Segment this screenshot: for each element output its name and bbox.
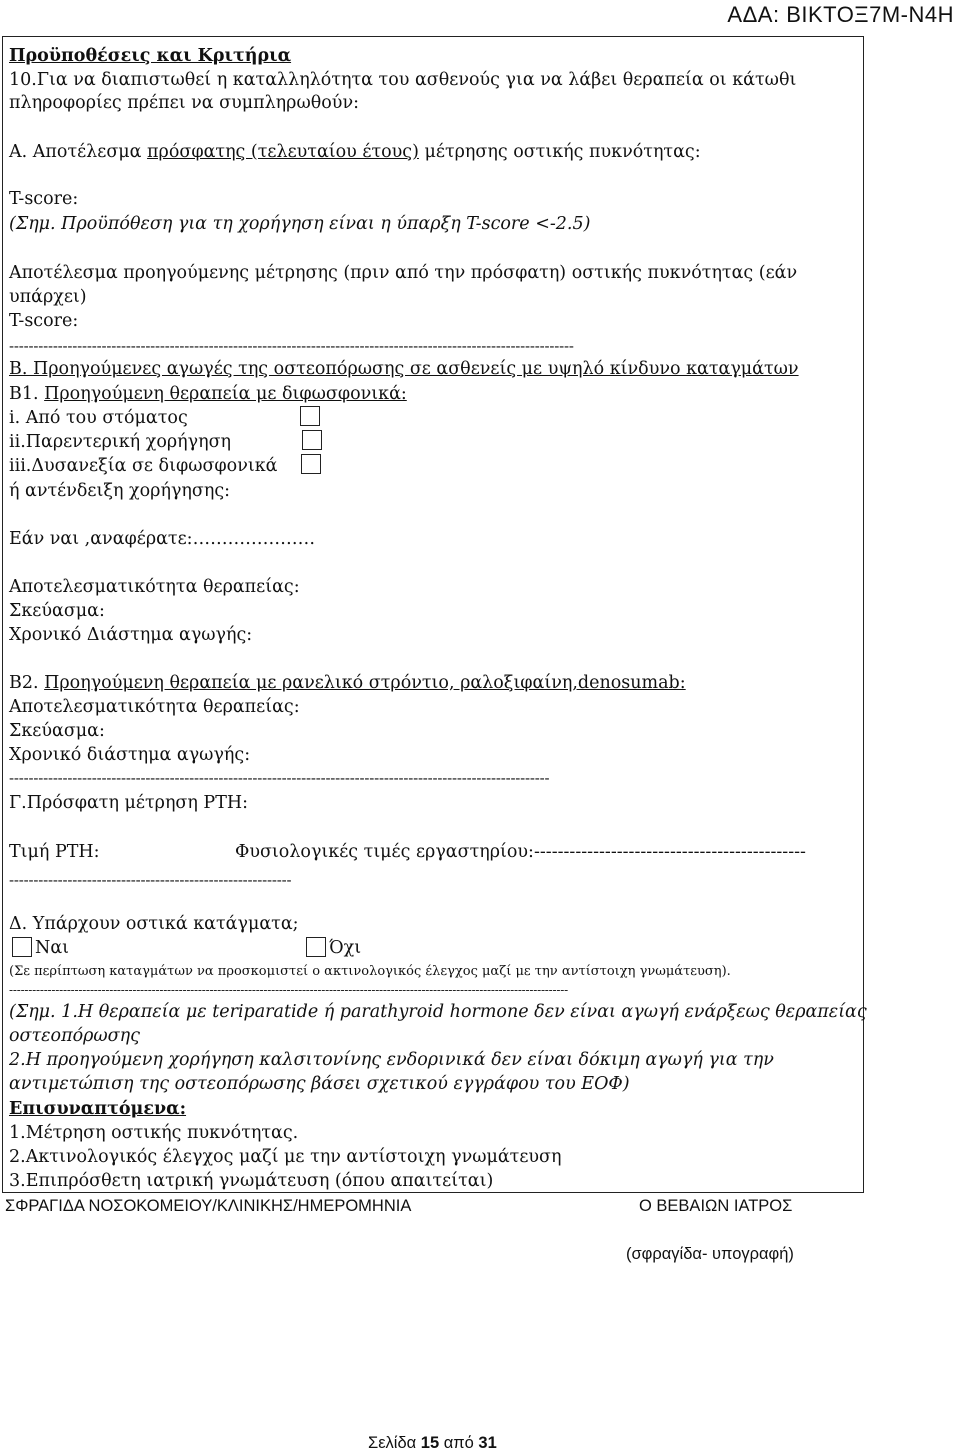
a-prev-line-1: Αποτέλεσμα προηγούμενης μέτρησης (πριν από την πρόσφατη) οστικής πυκνότητας (εάν	[9, 263, 798, 283]
b1-option-intolerance: iii.Δυσανεξία σε διφωσφονικά	[9, 456, 278, 476]
b1-product: Σκεύασμα:	[9, 601, 105, 621]
b1-option-parenteral: ii.Παρεντερική χορήγηση	[9, 432, 231, 452]
doctor-label: Ο ΒΕΒΑΙΩΝ ΙΑΤΡΟΣ	[639, 1197, 793, 1215]
attachment-item-2: 2.Ακτινολογικός έλεγχος μαζί με την αντίστοιχη γνωμάτευση	[9, 1147, 562, 1167]
separator-2: ---------------------------------------------------------------------------------------------------------------	[9, 770, 550, 786]
a-prev-line-2: υπάρχει)	[9, 287, 87, 307]
intro-line-1: 10.Για να διαπιστωθεί η καταλληλότητα του ασθενούς για να λάβει θεραπεία οι κάτωθι	[9, 70, 797, 90]
d-note: (Σε περίπτωση καταγμάτων να προσκομιστεί ο ακτινολογικός έλεγχος μαζί με την αντίστοιχη γνωμάτευση).	[9, 964, 731, 979]
checkbox-yes[interactable]	[12, 937, 32, 957]
b2-effectiveness: Αποτελεσματικότητα θεραπείας:	[9, 697, 300, 717]
attachment-item-3: 3.Επιπρόσθετη ιατρική γνωμάτευση (όπου απαιτείται)	[9, 1171, 494, 1191]
g-normal-values: Φυσιολογικές τιμές εργαστηρίου:----------------------------------------------	[235, 842, 806, 862]
stamp-label: ΣΦΡΑΓΙΔΑ ΝΟΣΟΚΟΜΕΙΟΥ/ΚΛΙΝΙΚΗΣ/ΗΜΕΡΟΜΗΝΙΑ	[5, 1197, 412, 1215]
a-title: Α. Αποτέλεσμα πρόσφατης (τελευταίου έτους) μέτρησης οστικής πυκνότητας:	[9, 142, 701, 162]
b-title: Β. Προηγούμενες αγωγές της οστεοπόρωσης σε ασθενείς με υψηλό κίνδυνο καταγμάτων	[9, 359, 799, 379]
b1-option-intolerance-cont: ή αντένδειξη χορήγησης:	[9, 481, 231, 501]
section-title: Προϋποθέσεις και Κριτήρια	[9, 46, 292, 66]
checkbox-oral[interactable]	[300, 406, 320, 426]
checkbox-intolerance[interactable]	[301, 454, 321, 474]
b1-if-yes: Εάν ναι ,αναφέρατε:…………………	[9, 529, 316, 549]
signature-label: (σφραγίδα- υπογραφή)	[626, 1245, 794, 1263]
d-yes-label: Ναι	[35, 938, 69, 958]
intro-line-2: πληροφορίες πρέπει να συμπληρωθούν:	[9, 93, 359, 113]
b2-duration: Χρονικό διάστημα αγωγής:	[9, 745, 251, 765]
d-title: Δ. Υπάρχουν οστικά κατάγματα;	[9, 914, 299, 934]
checkbox-parenteral[interactable]	[302, 430, 322, 450]
attachment-item-1: 1.Μέτρηση οστικής πυκνότητας.	[9, 1123, 299, 1143]
a-note: (Σημ. Προϋπόθεση για τη χορήγηση είναι η ύπαρξη T-score <-2.5)	[9, 214, 591, 234]
g-dash: ----------------------------------------------------------	[9, 872, 292, 888]
d-no-label: Όχι	[329, 938, 362, 958]
b2-product: Σκεύασμα:	[9, 721, 105, 741]
g-title: Γ.Πρόσφατη μέτρηση PTH:	[9, 793, 249, 813]
b1-effectiveness: Αποτελεσματικότητα θεραπείας:	[9, 577, 300, 597]
b2-title: Β2. Προηγούμενη θεραπεία με ρανελικό στρόντιο, ραλοξιφαίνη,denosumab:	[9, 673, 686, 693]
separator-1: --------------------------------------------------------------------------------------------------------------------	[9, 338, 574, 354]
attachments-title: Επισυναπτόμενα:	[9, 1099, 187, 1119]
note-1-line-2: οστεοπόρωσης	[9, 1026, 140, 1046]
note-1-line-1: (Σημ. 1.Η θεραπεία με teriparatide ή parathyroid hormone δεν είναι αγωγή ενάρξεως θεραπείας	[9, 1002, 867, 1022]
b1-duration: Χρονικό Διάστημα αγωγής:	[9, 625, 253, 645]
note-2-line-1: 2.Η προηγούμενη χορήγηση καλσιτονίνης ενδορινικά δεν είναι δόκιμη αγωγή για την	[9, 1050, 774, 1070]
g-pth-value: Τιμή PTH:	[9, 842, 100, 862]
checkbox-no[interactable]	[306, 937, 326, 957]
note-2-line-2: αντιμετώπιση της οστεοπόρωσης βάσει σχετικού εγγράφου του ΕΟΦ)	[9, 1074, 630, 1094]
b1-title: Β1. Προηγούμενη θεραπεία με διφωσφονικά:	[9, 384, 407, 404]
ada-code: ΑΔΑ: ΒΙΚΤΟΞ7Μ-Ν4Η	[727, 2, 954, 27]
b1-option-oral: i. Από του στόματος	[9, 408, 188, 428]
a-tscore-2: T-score:	[9, 311, 79, 331]
a-tscore: T-score:	[9, 189, 79, 209]
page-number: Σελίδα 15 από 31	[368, 1434, 497, 1452]
d-dash: -------------------------------------------------------------------------------------------------------------------------------------------------	[9, 983, 568, 997]
